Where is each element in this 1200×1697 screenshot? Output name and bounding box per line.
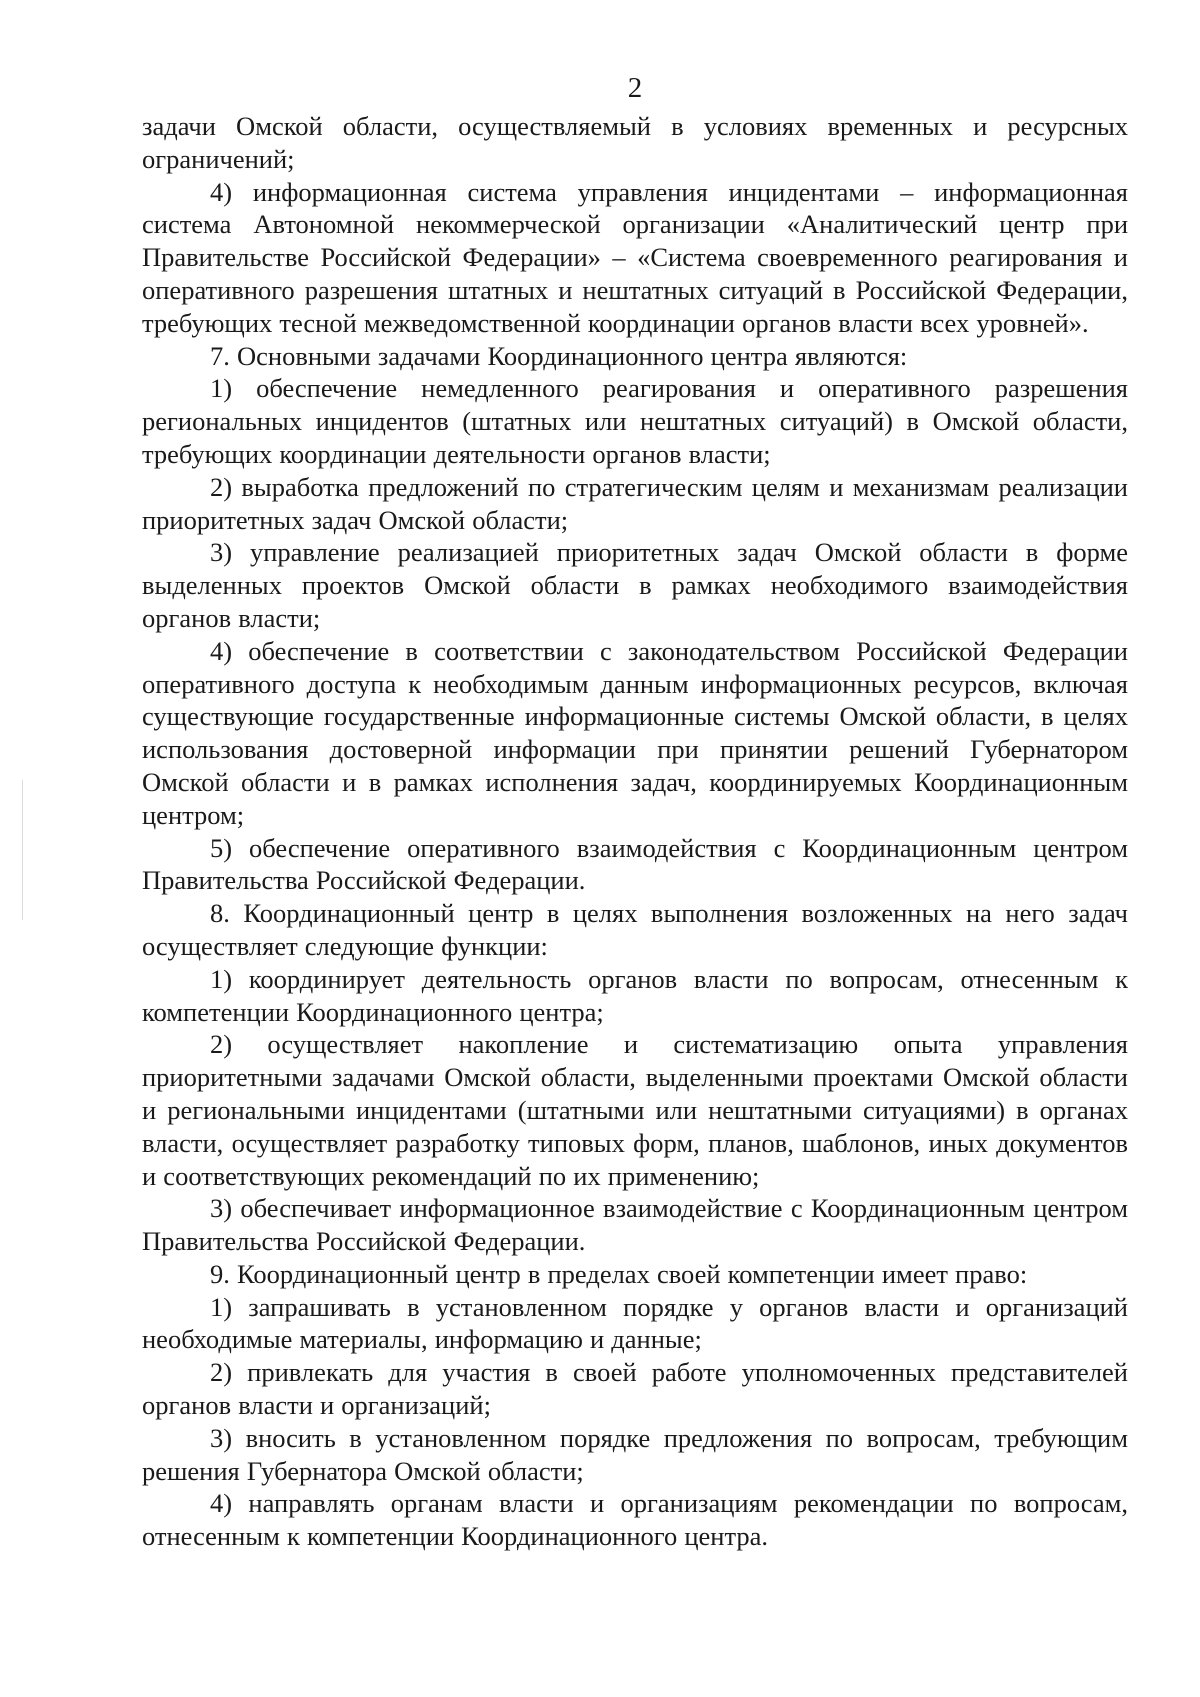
paragraph-section-9: 9. Координационный центр в пределах своей компетенции имеет право: — [210, 1258, 1028, 1289]
paragraph-7-item-3: 3) управление реализацией приоритетных задач Омской области в форме выделенных проектов Омской области в рамках необходимого взаимодействия органов власти; — [142, 537, 1128, 633]
paragraph-7-item-1: 1) обеспечение немедленного реагирования и оперативного разрешения региональных инцидентов (штатных или нештатных ситуаций) в Омской области, требующих координации деятельности органов власти; — [142, 373, 1128, 469]
paragraph-section-7: 7. Основными задачами Координационного центра являются: — [210, 340, 908, 371]
document-page — [142, 70, 1128, 1553]
paragraph-8-item-3: 3) обеспечивает информационное взаимодействие с Координационным центром Правительства Российской Федерации. — [142, 1193, 1128, 1257]
paragraph-8-item-1: 1) координирует деятельность органов власти по вопросам, отнесенным к компетенции Координационного центра; — [142, 963, 1128, 1027]
paragraph-9-item-4: 4) направлять органам власти и организациям рекомендации по вопросам, отнесенным к компетенции Координационного центра. — [142, 1488, 1128, 1552]
paragraph-7-item-5: 5) обеспечение оперативного взаимодействия с Координационным центром Правительства Российской Федерации. — [142, 832, 1128, 896]
paragraph-8-item-2: 2) осуществляет накопление и систематизацию опыта управления приоритетными задачами Омской области, выделенными проектами Омской области и региональными инцидентами (штатными или нештатными ситуациями) в органах власти, осуществляет разработку типовых форм, планов, шаблонов, иных документов и соответствующих рекомендаций по их применению; — [142, 1029, 1128, 1191]
paragraph-9-item-3: 3) вносить в установленном порядке предложения по вопросам, требующим решения Губернатора Омской области; — [142, 1422, 1128, 1486]
paragraph-section-8: 8. Координационный центр в целях выполнения возложенных на него задач осуществляет следующие функции: — [142, 898, 1128, 961]
paragraph-continuation: задачи Омской области, осуществляемый в условиях временных и ресурсных ограничений; — [142, 111, 1128, 174]
paragraph-7-item-4: 4) обеспечение в соответствии с законодательством Российской Федерации оперативного доступа к необходимым данным информационных ресурсов, включая существующие государственные информационные системы Омской области, в целях использования достоверной информации при принятии решений Губернатором Омской области и в рамках исполнения задач, координируемых Координационным центром; — [142, 635, 1128, 830]
paragraph-7-item-2: 2) выработка предложений по стратегическим целям и механизмам реализации приоритетных задач Омской области; — [142, 471, 1128, 535]
paragraph-9-item-2: 2) привлекать для участия в своей работе уполномоченных представителей органов власти и организаций; — [142, 1357, 1128, 1421]
paragraph-9-item-1: 1) запрашивать в установленном порядке у органов власти и организаций необходимые материалы, информацию и данные; — [142, 1291, 1128, 1355]
paragraph-item-4-incident-system: 4) информационная система управления инцидентами – информационная система Автономной некоммерческой организации «Аналитический центр при Правительстве Российской Федерации» – «Система своевременного реагирования и оперативного разрешения штатных и нештатных ситуаций в Российской Федерации, требующих тесной межведомственной координации органов власти всех уровней». — [142, 176, 1128, 338]
page-number: 2 — [627, 72, 643, 104]
scan-margin-mark — [22, 780, 23, 920]
